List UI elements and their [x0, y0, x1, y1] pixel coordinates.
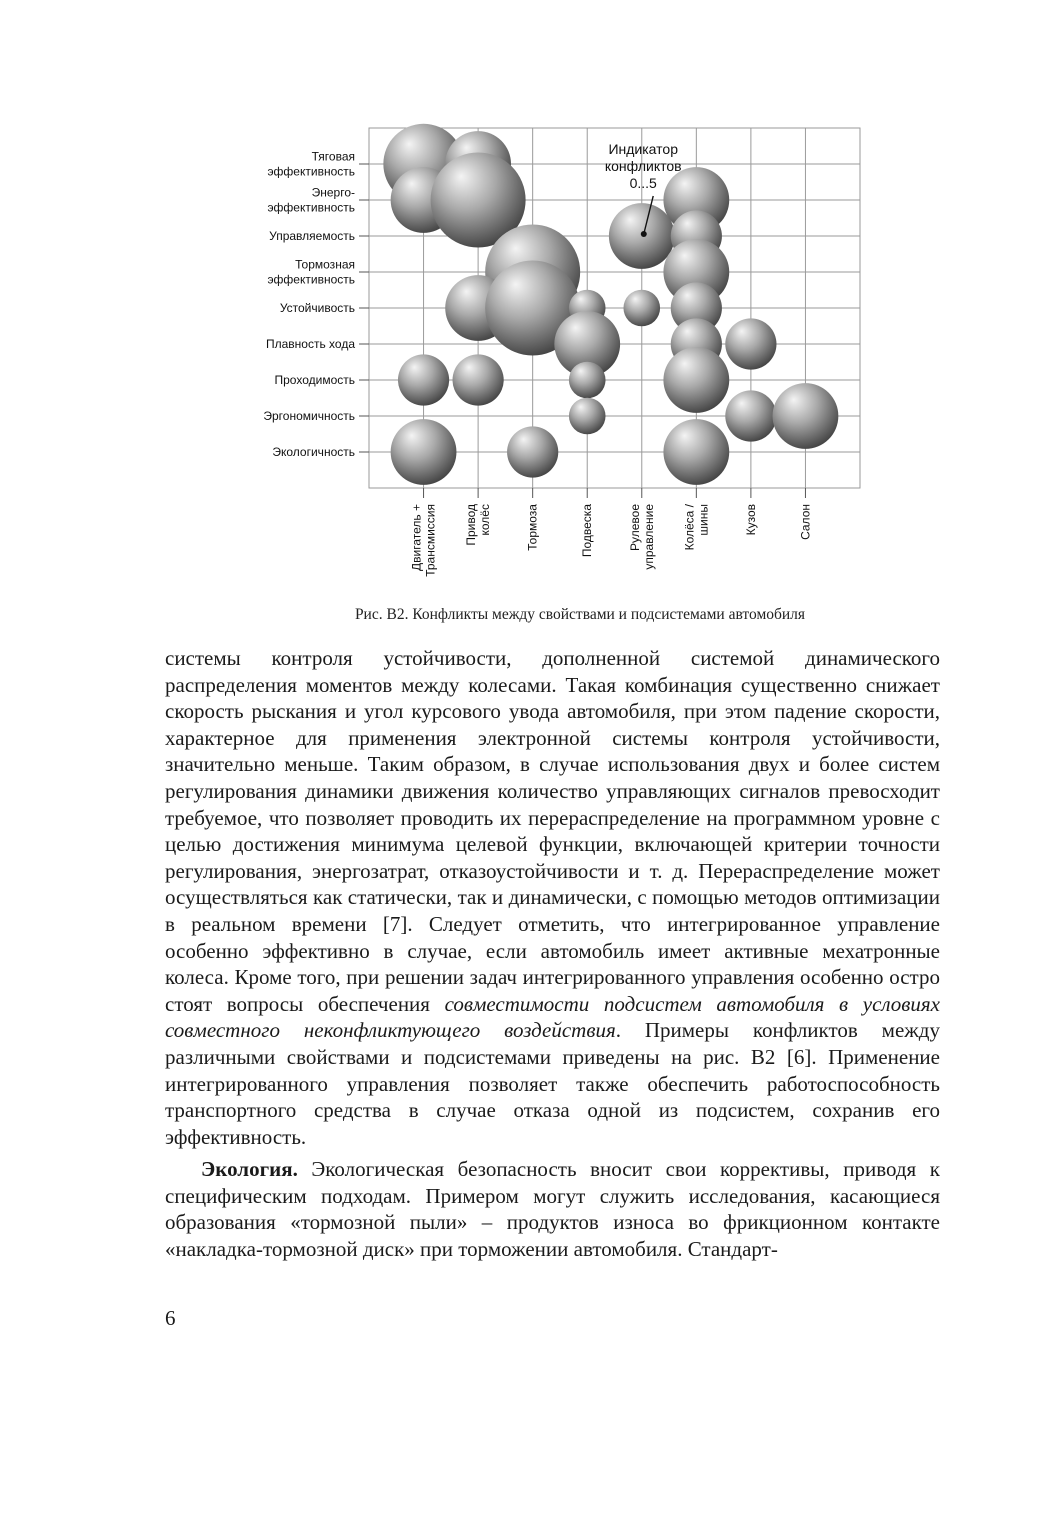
x-tick-label: колёс	[478, 504, 493, 536]
x-tick-label: Тормоза	[525, 504, 540, 551]
y-tick-label: эффективность	[267, 272, 355, 287]
paragraph-1-italic: совместимости подсистем автомобиля в условиях совместного неконфликтующего воздействия	[165, 991, 941, 1043]
paragraph-1-text-a: системы контроля устойчивости, дополненной системой динамического распределения моментов между колесами. Такая комбинация существенно снижает скорость рыскания и угол курсового увода автомобиля, при этом падение скорости, характерное для применения электронной системы контроля устойчивости, значительно меньше. Таким образом, в случае использования двух и более систем регулирования динамики движения количество управляющих сигналов превосходит требуемое, что позволяет проводить их перераспределение на программном уровне с целью достижения минимума целевой функции, включающей критерии точности регулирования, энергозатрат, отказоустойчивости и т. д. Перераспределение может осуществляться как статически, так и динамически, с помощью методов оптимизации в реальном времени [7]. Следует отметить, что интегрированное управление особенно эффективно в случае, если автомобиль имеет активные мехатронные колеса. Кроме того, при решении задач интегрированного управления особенно остро стоят вопросы обеспечения	[165, 646, 940, 1016]
conflict-bubble	[725, 390, 776, 441]
conflict-bubble	[398, 354, 449, 405]
y-tick-label: эффективность	[267, 164, 355, 179]
conflict-bubble	[453, 354, 504, 405]
conflict-bubble	[569, 398, 606, 435]
y-tick-label: Плавность хода	[265, 337, 355, 351]
x-tick-label: управление	[641, 504, 656, 570]
annotation-dot	[641, 231, 647, 237]
annotation-label: Индикатор	[608, 141, 678, 157]
conflict-bubble	[725, 318, 776, 369]
paragraph-1-text-b: . Примеры конфликтов между различными свойствами и подсистемами приведены на рис. В2 [6]. Применение интегрированного управления позволяет также обеспечить работоспособность транспортного средства в случае отказа одной из подсистем, сохранив его эффективность.	[165, 1018, 940, 1149]
conflict-bubble	[391, 419, 457, 485]
figure-caption: Рис. В2. Конфликты между свойствами и подсистемами автомобиля	[354, 606, 806, 623]
x-tick-label: Салон	[798, 504, 813, 540]
x-tick-label: Подвеска	[580, 504, 595, 558]
x-tick-label: Рулевое	[627, 504, 642, 552]
x-tick-label: шины	[696, 504, 711, 536]
y-tick-label: Тяговая	[311, 149, 355, 164]
annotation-label: конфликтов	[604, 158, 682, 174]
conflict-bubble	[663, 419, 729, 485]
paragraph-2	[165, 1156, 940, 1262]
conflict-bubble	[773, 383, 839, 449]
conflict-bubble	[623, 290, 660, 327]
y-tick-label: Проходимость	[274, 373, 355, 387]
paragraph-2-text: Экологическая безопасность вносит свои коррективы, приводя к специфическим подходам. Примером могут служить исследования, касающиеся образования «тормозной пыли» – продуктов износа во фрикционном контакте «накладка-тормозной диск» при торможении автомобиля. Стандарт-	[165, 1157, 940, 1262]
y-tick-label: Тормозная	[295, 257, 355, 272]
page-number: 6	[165, 1306, 176, 1330]
paragraph-2-heading: Экология.	[201, 1157, 298, 1182]
conflict-bubble	[507, 426, 558, 477]
y-tick-label: Управляемость	[269, 229, 355, 243]
x-tick-label: Колёса /	[682, 504, 697, 551]
body-text	[165, 645, 940, 1263]
paragraph-1	[165, 645, 940, 1150]
annotation-label: 0...5	[629, 175, 657, 191]
bubble-chart	[230, 115, 880, 600]
conflict-bubble	[569, 362, 606, 399]
x-tick-label: Кузов	[743, 504, 758, 536]
y-tick-label: Энерго-	[311, 185, 355, 200]
x-tick-label: Трансмиссия	[423, 504, 438, 577]
conflict-figure	[230, 115, 880, 600]
y-tick-label: Эргономичность	[263, 409, 355, 423]
x-tick-label: Двигатель +	[409, 504, 424, 571]
x-tick-label: Привод	[464, 504, 479, 546]
y-tick-label: Устойчивость	[279, 301, 355, 315]
y-tick-label: Экологичность	[272, 445, 355, 459]
y-tick-label: эффективность	[267, 200, 355, 215]
conflict-bubble	[663, 347, 729, 413]
